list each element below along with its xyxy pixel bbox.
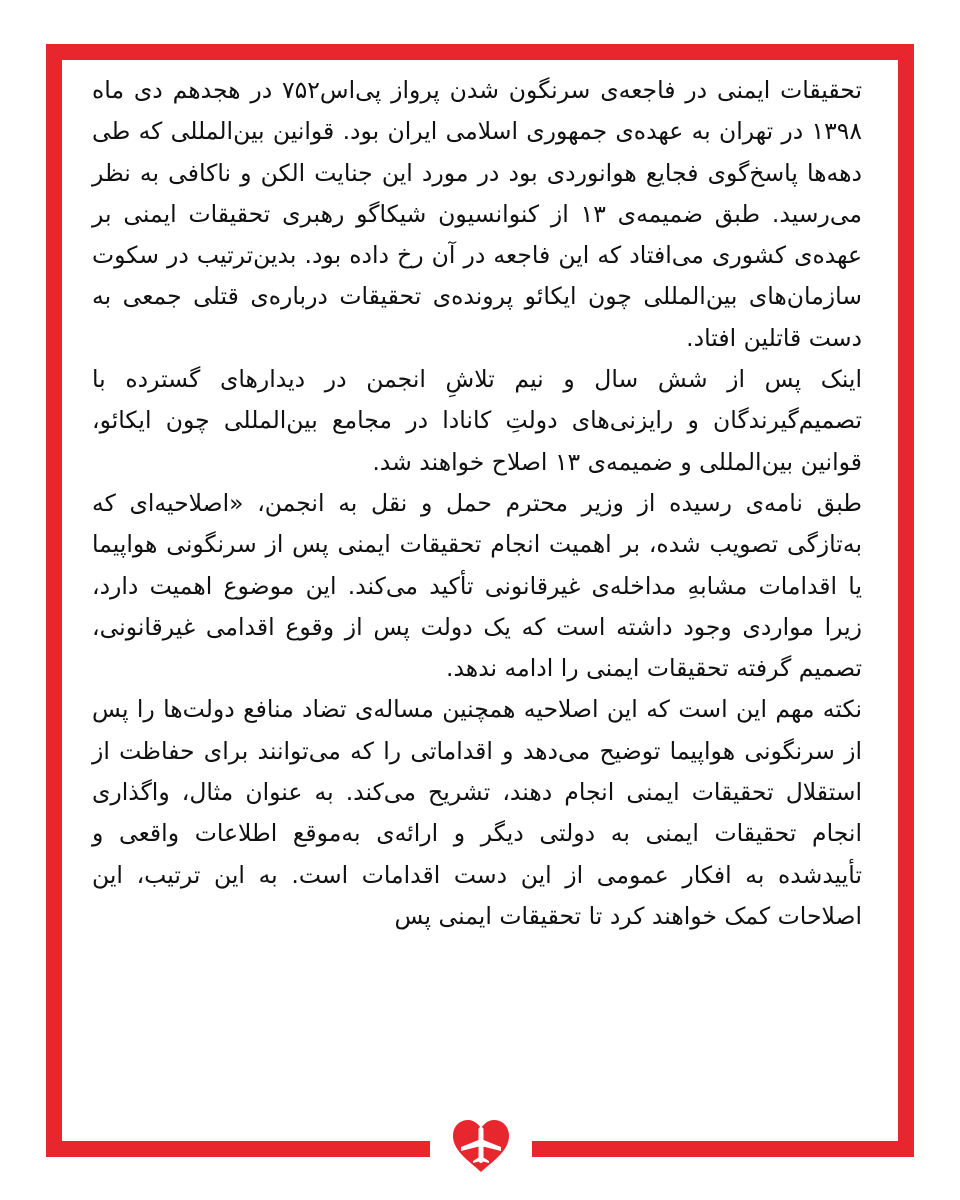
- article-text: [92, 70, 862, 937]
- frame-bottom-right: [532, 1141, 914, 1157]
- paragraph-3: طبق نامه‌ی رسیده از وزیر محترم حمل و نقل به انجمن، «اصلاحیه‌ای که به‌تازگی تصویب شده، بر اهمیت انجام تحقیقات ایمنی پس از سرنگونی هواپیما یا اقدامات مشابهِ مداخله‌ی غیرقانونی تأکید می‌کند. این موضوع اهمیت دارد، زیرا مواردی وجود داشته است که یک دولت پس از وقوع اقدامی غیرقانونی، تصمیم گرفته تحقیقات ایمنی را ادامه ندهد.: [92, 488, 862, 683]
- heart-airplane-icon: [451, 1118, 511, 1174]
- paragraph-2: اینک پس از شش سال و نیم تلاشِ انجمن در دیدارهای گسترده با تصمیم‌گیرندگان و رایزنی‌های دولتِ کانادا در مجامع بین‌المللی چون ایکائو، قوانین بین‌المللی و ضمیمه‌ی ۱۳ اصلاح خواهند شد.: [92, 365, 862, 476]
- frame-bottom-left: [46, 1141, 430, 1157]
- paragraph-4: نکته مهم این است که این اصلاحیه همچنین مساله‌ی تضاد منافع دولت‌ها را پس از سرنگونی هواپیما توضیح می‌دهد و اقداماتی را که می‌توانند برای حفاظت از استقلال تحقیقات ایمنی انجام دهند، تشریح می‌کند. به عنوان مثال، واگذاری انجام تحقیقات ایمنی به دولتی دیگر و ارائه‌ی به‌موقع اطلاعات واقعی و تأییدشده به افکار عمومی از این دست اقدامات است. به این ترتیب، این اصلاحات کمک خواهند کرد تا تحقیقات ایمنی پس: [92, 695, 862, 930]
- paragraph-1: تحقیقات ایمنی در فاجعه‌ی سرنگون شدن پرواز پی‌اس۷۵۲ در هجدهم دی ماه ۱۳۹۸ در تهران به عهده‌ی جمهوری اسلامی ایران بود. قوانین بین‌المللی که طی دهه‌ها پاسخ‌گوی فجایع هوانوردی بود در مورد این جنایت الکن و ناکافی به نظر می‌رسید. طبق ضمیمه‌ی ۱۳ از کنوانسیون شیکاگو رهبری تحقیقات ایمنی بر عهده‌ی کشوری می‌افتاد که این فاجعه در آن رخ داده بود. بدین‌ترتیب در سکوت سازمان‌های بین‌المللی چون ایکائو پرونده‌ی تحقیقات درباره‌ی قتلی جمعی به دست قاتلین افتاد.: [92, 76, 863, 352]
